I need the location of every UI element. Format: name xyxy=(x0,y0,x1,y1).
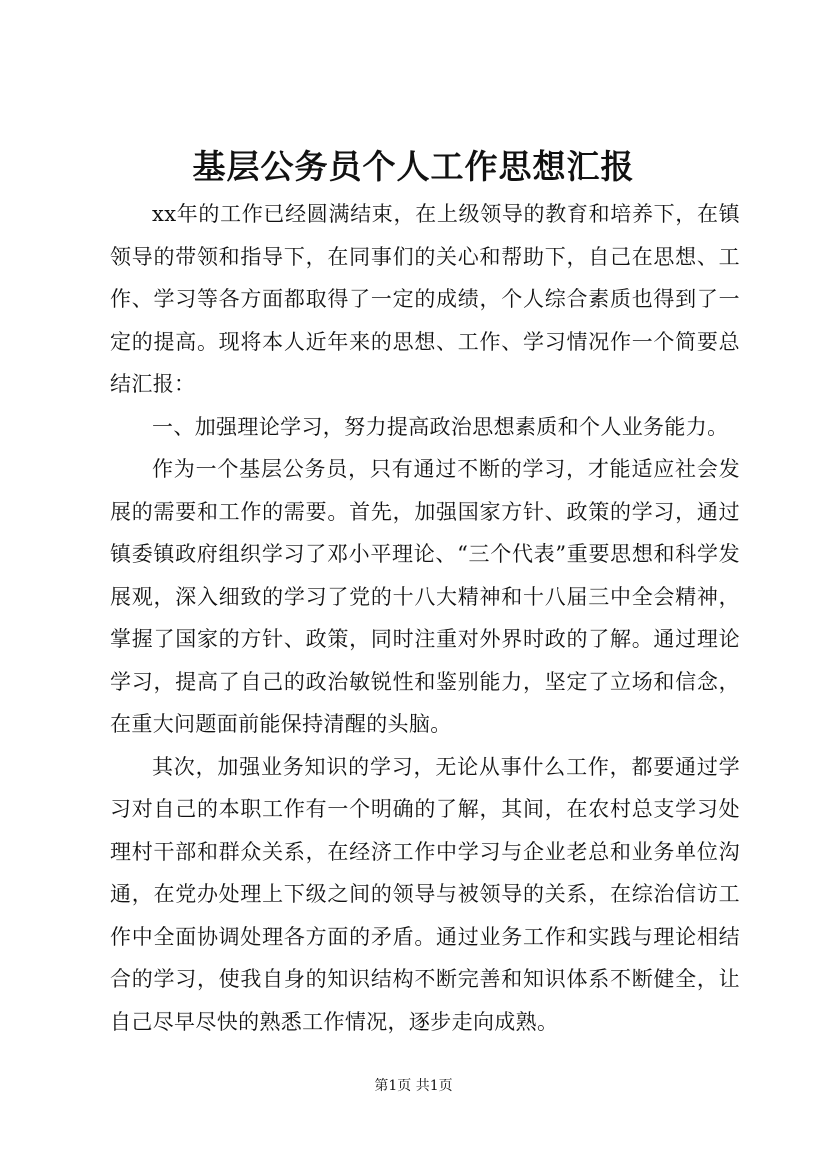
document-title: 基层公务员个人工作思想汇报 xyxy=(192,147,635,186)
document-body xyxy=(110,193,740,1043)
page-footer: 第1页 共1页 xyxy=(374,1078,453,1094)
paragraph-intro: xx年的工作已经圆满结束，在上级领导的教育和培养下，在镇领导的带领和指导下，在同事们的关心和帮助下，自己在思想、工作、学习等各方面都取得了一定的成绩，个人综合素质也得到了一定的提高。现将本人近年来的思想、工作、学习情况作一个简要总结汇报： xyxy=(110,202,740,396)
paragraph-theory-study: 作为一个基层公务员，只有通过不断的学习，才能适应社会发展的需要和工作的需要。首先，加强国家方针、政策的学习，通过镇委镇政府组织学习了邓小平理论、“三个代表”重要思想和科学发展观，深入细致的学习了党的十八大精神和十八届三中全会精神，掌握了国家的方针、政策，同时注重对外界时政的了解。通过理论学习，提高了自己的政治敏锐性和鉴别能力，坚定了立场和信念，在重大问题面前能保持清醒的头脑。 xyxy=(110,457,740,736)
paragraph-business-study: 其次，加强业务知识的学习，无论从事什么工作，都要通过学习对自己的本职工作有一个明确的了解，其间，在农村总支学习处理村干部和群众关系，在经济工作中学习与企业老总和业务单位沟通，在党办处理上下级之间的领导与被领导的关系，在综治信访工作中全面协调处理各方面的矛盾。通过业务工作和实践与理论相结合的学习，使我自身的知识结构不断完善和知识体系不断健全，让自己尽早尽快的熟悉工作情况，逐步走向成熟。 xyxy=(110,754,740,1034)
section-heading-1: 一、加强理论学习，努力提高政治思想素质和个人业务能力。 xyxy=(152,414,729,439)
